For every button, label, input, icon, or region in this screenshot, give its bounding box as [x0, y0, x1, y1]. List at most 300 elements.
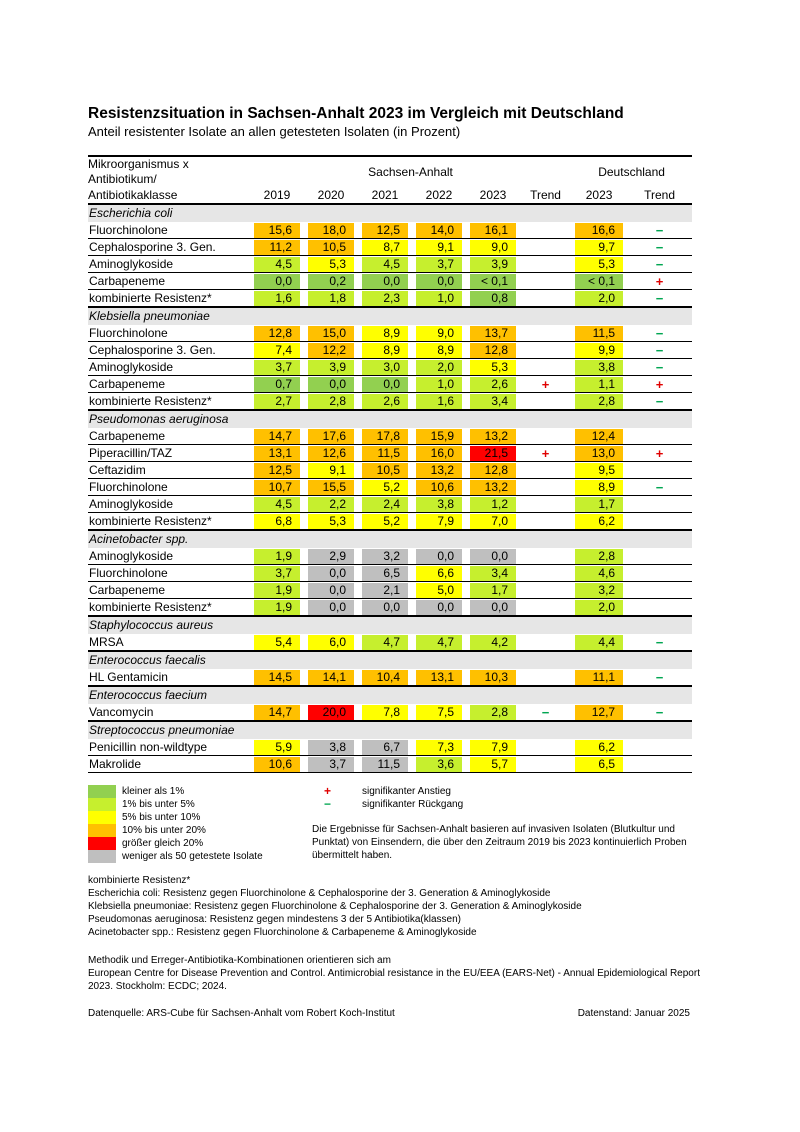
sa-value-cell [304, 393, 358, 411]
table-row [88, 565, 692, 582]
sa-value-cell [250, 669, 304, 686]
sa-value-cell [412, 634, 466, 651]
resistance-value: 20,0 [308, 705, 354, 720]
table-row [88, 496, 692, 513]
sa-value-cell [250, 704, 304, 721]
resistance-value: 2,2 [308, 497, 354, 512]
sa-value-cell [466, 704, 520, 721]
resistance-value: 13,2 [470, 480, 516, 495]
antibiotic-name: Fluorchinolone [88, 325, 250, 342]
de-resistance-value: 6,2 [575, 740, 623, 755]
sa-value-cell [304, 256, 358, 273]
resistance-value: 2,6 [470, 377, 516, 392]
header-year: 2020 [304, 187, 358, 204]
de-resistance-value: 16,6 [575, 223, 623, 238]
sa-value-cell [304, 548, 358, 565]
sa-value-cell [466, 462, 520, 479]
de-value-cell [571, 704, 627, 721]
sa-value-cell [304, 513, 358, 531]
combined-resistance-line: Klebsiella pneumoniae: Resistenz gegen Fluorchinolone & Cephalosporine der 3. Generation & Aminoglykoside [88, 901, 582, 912]
table-row [88, 669, 692, 686]
resistance-value: 5,3 [470, 360, 516, 375]
resistance-value: 3,2 [362, 549, 408, 564]
header-trend-sa: Trend [520, 187, 571, 204]
resistance-value: 17,6 [308, 429, 354, 444]
resistance-value: 13,2 [470, 429, 516, 444]
resistance-value: 17,8 [362, 429, 408, 444]
organism-name: Escherichia coli [88, 204, 692, 222]
resistance-value: 0,0 [416, 600, 462, 615]
de-value-cell [571, 359, 627, 376]
sa-value-cell [250, 462, 304, 479]
header-row-3 [88, 187, 692, 204]
sa-value-cell [250, 756, 304, 773]
de-resistance-value: 12,7 [575, 705, 623, 720]
de-trend: − [627, 704, 692, 721]
resistance-value: 2,8 [308, 394, 354, 409]
sa-value-cell [412, 239, 466, 256]
resistance-value: 16,0 [416, 446, 462, 461]
resistance-value: 0,7 [254, 377, 300, 392]
resistance-value: 3,7 [254, 360, 300, 375]
sa-trend [520, 222, 571, 239]
table-row [88, 273, 692, 290]
de-value-cell [571, 273, 627, 290]
resistance-value: 2,3 [362, 291, 408, 306]
de-trend: − [627, 479, 692, 496]
sa-value-cell [466, 756, 520, 773]
de-value-cell [571, 756, 627, 773]
de-trend: − [627, 239, 692, 256]
resistance-value: 3,7 [308, 757, 354, 772]
de-value-cell [571, 462, 627, 479]
resistance-value: 7,3 [416, 740, 462, 755]
sa-value-cell [412, 273, 466, 290]
legend-swatch [88, 798, 116, 811]
organism-row [88, 530, 692, 548]
de-resistance-value: 2,8 [575, 549, 623, 564]
resistance-value: 5,2 [362, 480, 408, 495]
sa-trend [520, 273, 571, 290]
organism-name: Enterococcus faecalis [88, 651, 692, 669]
sa-value-cell [466, 428, 520, 445]
resistance-table [88, 155, 692, 773]
de-resistance-value: 1,1 [575, 377, 623, 392]
organism-name: Klebsiella pneumoniae [88, 307, 692, 325]
sa-value-cell [466, 273, 520, 290]
sa-value-cell [358, 739, 412, 756]
de-value-cell [571, 548, 627, 565]
resistance-value: 10,3 [470, 670, 516, 685]
legend-label: größer gleich 20% [122, 838, 204, 849]
resistance-value: 4,5 [254, 257, 300, 272]
sa-trend [520, 599, 571, 617]
sa-value-cell [250, 256, 304, 273]
antibiotic-name: Vancomycin [88, 704, 250, 721]
sa-value-cell [304, 359, 358, 376]
antibiotic-name: kombinierte Resistenz* [88, 393, 250, 411]
sa-trend [520, 565, 571, 582]
sa-value-cell [412, 565, 466, 582]
resistance-value: 0,0 [308, 583, 354, 598]
sa-value-cell [358, 548, 412, 565]
sa-value-cell [412, 513, 466, 531]
resistance-value: 11,5 [362, 757, 408, 772]
sa-value-cell [250, 548, 304, 565]
de-trend [627, 582, 692, 599]
sa-value-cell [250, 445, 304, 462]
sa-trend [520, 393, 571, 411]
sa-value-cell [250, 239, 304, 256]
de-resistance-value: 13,0 [575, 446, 623, 461]
resistance-value: 18,0 [308, 223, 354, 238]
sa-trend [520, 342, 571, 359]
resistance-value: 6,0 [308, 635, 354, 650]
resistance-value: 9,0 [470, 240, 516, 255]
sa-value-cell [358, 239, 412, 256]
sa-value-cell [412, 739, 466, 756]
de-value-cell [571, 256, 627, 273]
combined-resistance-definition [88, 874, 582, 939]
sa-trend [520, 462, 571, 479]
sa-value-cell [412, 669, 466, 686]
sa-value-cell [304, 376, 358, 393]
resistance-value: 0,0 [308, 600, 354, 615]
sa-value-cell [250, 479, 304, 496]
de-trend: − [627, 342, 692, 359]
page-title: Resistenzsituation in Sachsen-Anhalt 2023 im Vergleich mit Deutschland [88, 105, 624, 122]
resistance-value: 15,5 [308, 480, 354, 495]
sa-value-cell [358, 565, 412, 582]
organism-name: Streptococcus pneumoniae [88, 721, 692, 739]
page-subtitle: Anteil resistenter Isolate an allen getesteten Isolaten (in Prozent) [88, 124, 461, 139]
sa-value-cell [358, 290, 412, 308]
sa-value-cell [358, 599, 412, 617]
resistance-value: 1,9 [254, 600, 300, 615]
resistance-value: 11,5 [362, 446, 408, 461]
resistance-value: 4,2 [470, 635, 516, 650]
sa-value-cell [304, 704, 358, 721]
table-row [88, 513, 692, 531]
antibiotic-name: Makrolide [88, 756, 250, 773]
resistance-value: 0,0 [362, 600, 408, 615]
sa-value-cell [358, 222, 412, 239]
resistance-value: 9,1 [308, 463, 354, 478]
sa-value-cell [304, 222, 358, 239]
antibiotic-name: Carbapeneme [88, 582, 250, 599]
resistance-value: 7,4 [254, 343, 300, 358]
resistance-value: 0,8 [470, 291, 516, 306]
table-row [88, 222, 692, 239]
de-trend: − [627, 222, 692, 239]
sa-trend [520, 290, 571, 308]
resistance-value: 3,6 [416, 757, 462, 772]
resistance-value: 12,8 [470, 343, 516, 358]
sa-value-cell [412, 599, 466, 617]
de-trend: − [627, 290, 692, 308]
methodology-line: Methodik und Erreger-Antibiotika-Kombinationen orientieren sich am [88, 955, 391, 966]
sa-value-cell [358, 479, 412, 496]
resistance-value: 5,3 [308, 257, 354, 272]
legend-swatch [88, 824, 116, 837]
de-trend: + [627, 376, 692, 393]
table-row [88, 548, 692, 565]
resistance-value: 6,5 [362, 566, 408, 581]
sa-value-cell [412, 290, 466, 308]
sa-value-cell [466, 599, 520, 617]
resistance-value: 5,9 [254, 740, 300, 755]
de-value-cell [571, 634, 627, 651]
de-value-cell [571, 479, 627, 496]
table-row [88, 634, 692, 651]
antibiotic-name: Ceftazidim [88, 462, 250, 479]
sa-value-cell [304, 290, 358, 308]
de-resistance-value: 12,4 [575, 429, 623, 444]
organism-name: Enterococcus faecium [88, 686, 692, 704]
resistance-value: 6,7 [362, 740, 408, 755]
de-resistance-value: 3,2 [575, 583, 623, 598]
header-year: 2019 [250, 187, 304, 204]
resistance-value: 5,4 [254, 635, 300, 650]
de-resistance-value: 4,6 [575, 566, 623, 581]
sa-trend [520, 359, 571, 376]
resistance-value: 1,0 [416, 291, 462, 306]
table-row [88, 376, 692, 393]
plus-icon: + [324, 784, 332, 798]
resistance-value: 7,9 [470, 740, 516, 755]
sa-value-cell [250, 376, 304, 393]
de-value-cell [571, 496, 627, 513]
combined-resistance-line: Acinetobacter spp.: Resistenz gegen Fluorchinolone & Carbapeneme & Aminoglykoside [88, 927, 477, 938]
sa-trend: + [520, 376, 571, 393]
sa-value-cell [250, 496, 304, 513]
resistance-value: 2,9 [308, 549, 354, 564]
sa-value-cell [358, 669, 412, 686]
table-row [88, 599, 692, 617]
resistance-value: 10,4 [362, 670, 408, 685]
resistance-value: 8,7 [362, 240, 408, 255]
resistance-value: 0,0 [308, 377, 354, 392]
header-col0-line2: Antibiotikum/ [88, 172, 157, 186]
sa-value-cell [304, 739, 358, 756]
resistance-value: 3,8 [308, 740, 354, 755]
header-year: 2023 [466, 187, 520, 204]
sa-value-cell [412, 256, 466, 273]
sa-value-cell [412, 548, 466, 565]
sa-value-cell [304, 445, 358, 462]
resistance-value: 14,7 [254, 429, 300, 444]
organism-name: Staphylococcus aureus [88, 616, 692, 634]
antibiotic-name: kombinierte Resistenz* [88, 513, 250, 531]
sa-value-cell [304, 582, 358, 599]
organism-row [88, 307, 692, 325]
de-resistance-value: 6,2 [575, 514, 623, 529]
antibiotic-name: Carbapeneme [88, 428, 250, 445]
legend-swatch [88, 837, 116, 850]
sa-value-cell [250, 565, 304, 582]
sa-value-cell [358, 445, 412, 462]
resistance-value: 15,9 [416, 429, 462, 444]
resistance-value: 1,8 [308, 291, 354, 306]
antibiotic-name: Aminoglykoside [88, 359, 250, 376]
sa-value-cell [412, 222, 466, 239]
sa-value-cell [304, 634, 358, 651]
de-resistance-value: < 0,1 [575, 274, 623, 289]
sa-value-cell [250, 582, 304, 599]
table-row [88, 393, 692, 411]
sa-value-cell [304, 599, 358, 617]
sa-value-cell [358, 462, 412, 479]
table-row [88, 256, 692, 273]
resistance-value: 8,9 [362, 326, 408, 341]
sa-trend [520, 756, 571, 773]
sa-value-cell [466, 496, 520, 513]
de-trend: − [627, 634, 692, 651]
sa-value-cell [358, 359, 412, 376]
header-region-de: Deutschland [571, 156, 692, 187]
resistance-value: 5,7 [470, 757, 516, 772]
de-trend [627, 462, 692, 479]
resistance-value: 4,7 [362, 635, 408, 650]
sa-value-cell [304, 239, 358, 256]
antibiotic-name: Penicillin non-wildtype [88, 739, 250, 756]
de-trend [627, 513, 692, 531]
de-resistance-value: 2,0 [575, 600, 623, 615]
sa-value-cell [358, 513, 412, 531]
sa-value-cell [250, 428, 304, 445]
sa-trend [520, 739, 571, 756]
resistance-value: 3,4 [470, 566, 516, 581]
de-trend: + [627, 273, 692, 290]
resistance-value: 5,0 [416, 583, 462, 598]
resistance-value: 7,0 [470, 514, 516, 529]
resistance-value: 9,1 [416, 240, 462, 255]
header-year: 2022 [412, 187, 466, 204]
combined-resistance-line: Pseudomonas aeruginosa: Resistenz gegen mindestens 3 der 5 Antibiotika(klassen) [88, 914, 461, 925]
de-value-cell [571, 239, 627, 256]
sa-value-cell [358, 496, 412, 513]
de-trend: − [627, 256, 692, 273]
table-row [88, 290, 692, 308]
data-basis-note: Die Ergebnisse für Sachsen-Anhalt basieren auf invasiven Isolaten (Blutkultur und Punktat) von Einsendern, die über den Zeitraum 2019 bis 2023 kontinuierlich Proben übermittelt haben. [312, 824, 687, 861]
de-resistance-value: 2,8 [575, 394, 623, 409]
antibiotic-name: Aminoglykoside [88, 548, 250, 565]
resistance-value: 10,6 [254, 757, 300, 772]
resistance-value: 14,0 [416, 223, 462, 238]
table-row [88, 325, 692, 342]
antibiotic-name: HL Gentamicin [88, 669, 250, 686]
sa-value-cell [412, 359, 466, 376]
sa-trend [520, 634, 571, 651]
de-resistance-value: 11,5 [575, 326, 623, 341]
de-value-cell [571, 565, 627, 582]
resistance-value: 1,6 [416, 394, 462, 409]
sa-value-cell [412, 704, 466, 721]
resistance-value: 0,0 [254, 274, 300, 289]
resistance-value: 2,1 [362, 583, 408, 598]
resistance-value: 0,0 [470, 600, 516, 615]
de-value-cell [571, 669, 627, 686]
sa-trend [520, 239, 571, 256]
sa-value-cell [466, 393, 520, 411]
header-de-year: 2023 [571, 187, 627, 204]
resistance-value: 9,0 [416, 326, 462, 341]
resistance-value: 10,5 [362, 463, 408, 478]
de-resistance-value: 1,7 [575, 497, 623, 512]
resistance-value: 3,9 [308, 360, 354, 375]
header-region-sa: Sachsen-Anhalt [250, 156, 571, 187]
de-trend: − [627, 359, 692, 376]
sa-value-cell [304, 462, 358, 479]
antibiotic-name: MRSA [88, 634, 250, 651]
resistance-value: 13,1 [416, 670, 462, 685]
de-trend [627, 548, 692, 565]
table-row [88, 445, 692, 462]
de-trend [627, 756, 692, 773]
resistance-value: 6,8 [254, 514, 300, 529]
table-row [88, 582, 692, 599]
sa-value-cell [358, 634, 412, 651]
resistance-value: 1,9 [254, 549, 300, 564]
significance-increase-label: signifikanter Anstieg [362, 786, 451, 797]
organism-row [88, 410, 692, 428]
sa-value-cell [412, 325, 466, 342]
significance-decrease-label: signifikanter Rückgang [362, 799, 464, 810]
antibiotic-name: Cephalosporine 3. Gen. [88, 239, 250, 256]
de-trend [627, 599, 692, 617]
resistance-value: 14,5 [254, 670, 300, 685]
resistance-value: 12,2 [308, 343, 354, 358]
table-row [88, 428, 692, 445]
sa-trend: + [520, 445, 571, 462]
minus-icon: − [324, 797, 332, 811]
sa-value-cell [250, 393, 304, 411]
legend-label: weniger als 50 getestete Isolate [122, 851, 263, 862]
resistance-value: 7,5 [416, 705, 462, 720]
sa-value-cell [412, 376, 466, 393]
resistance-value: 5,2 [362, 514, 408, 529]
antibiotic-name: Fluorchinolone [88, 565, 250, 582]
de-resistance-value: 2,0 [575, 291, 623, 306]
resistance-value: 3,7 [416, 257, 462, 272]
data-date: Datenstand: Januar 2025 [577, 1008, 690, 1019]
de-value-cell [571, 393, 627, 411]
sa-value-cell [358, 325, 412, 342]
resistance-value: 16,1 [470, 223, 516, 238]
resistance-value: 10,5 [308, 240, 354, 255]
de-value-cell [571, 445, 627, 462]
resistance-value: 14,7 [254, 705, 300, 720]
sa-value-cell [412, 479, 466, 496]
antibiotic-name: Carbapeneme [88, 376, 250, 393]
legend-label: 5% bis unter 10% [122, 812, 201, 823]
antibiotic-name: kombinierte Resistenz* [88, 290, 250, 308]
sa-trend [520, 548, 571, 565]
sa-value-cell [250, 342, 304, 359]
resistance-value: 5,3 [308, 514, 354, 529]
sa-value-cell [412, 342, 466, 359]
resistance-value: 0,0 [362, 274, 408, 289]
sa-value-cell [250, 634, 304, 651]
sa-value-cell [304, 565, 358, 582]
sa-value-cell [250, 290, 304, 308]
antibiotic-name: kombinierte Resistenz* [88, 599, 250, 617]
de-trend [627, 565, 692, 582]
sa-value-cell [358, 428, 412, 445]
de-value-cell [571, 599, 627, 617]
sa-value-cell [304, 325, 358, 342]
sa-trend [520, 479, 571, 496]
